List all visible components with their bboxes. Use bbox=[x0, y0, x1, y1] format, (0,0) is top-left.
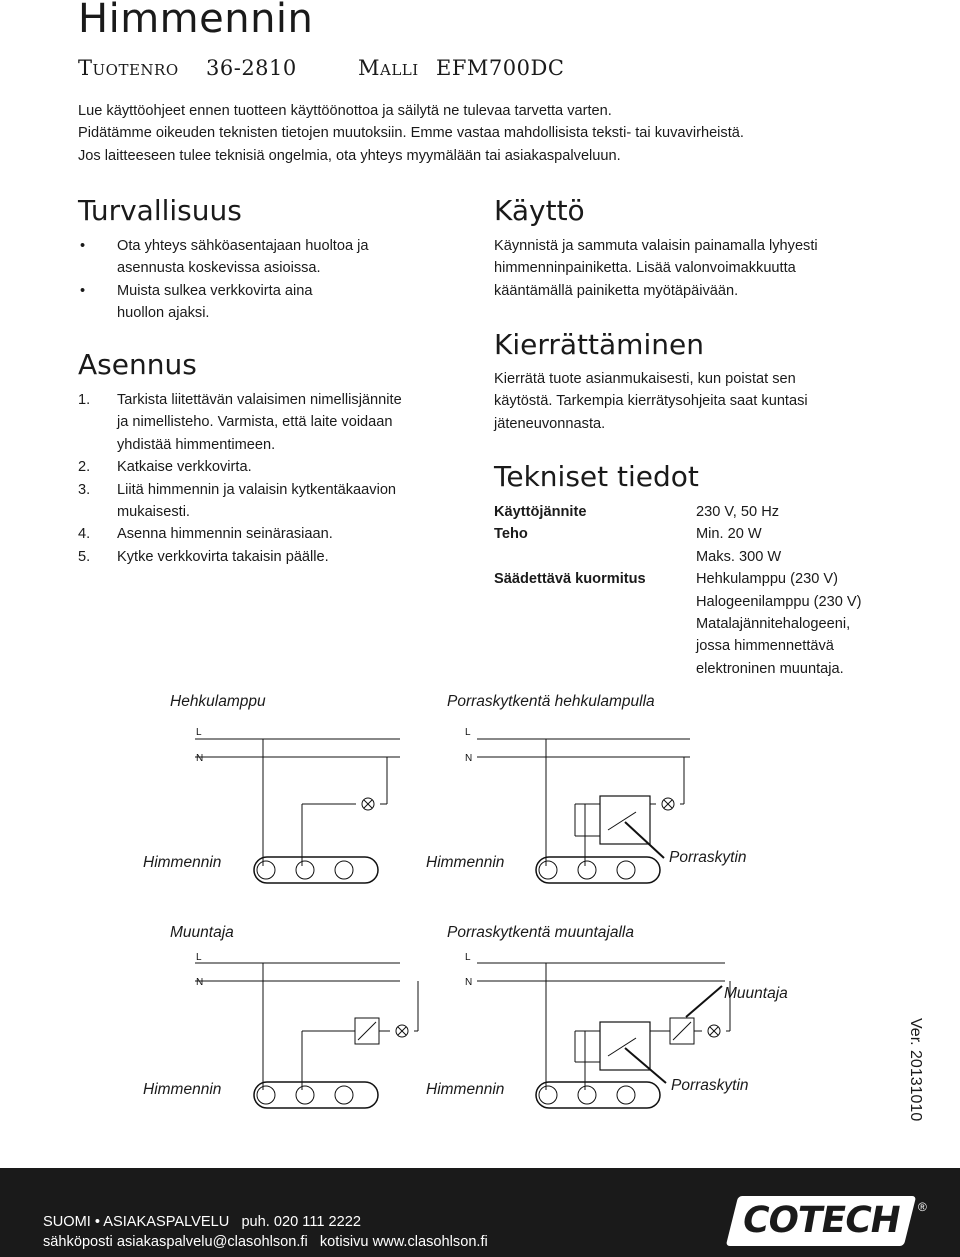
intro-line: Pidätämme oikeuden teknisten tietojen muutoksiin. Emme vastaa mahdollisista teksti- tai kuvavirheistä. bbox=[78, 125, 744, 142]
recycling-text: Kierrätä tuote asianmukaisesti, kun poistat sen käytöstä. Tarkempia kierrätysohjeita saat kuntasi jäteneuvonnasta. bbox=[494, 371, 808, 432]
dimmer-terminal-block bbox=[254, 1082, 378, 1108]
list-item: 2. Katkaise verkkovirta. bbox=[78, 459, 252, 476]
model-label: Malli bbox=[358, 56, 419, 80]
list-item: 3. Liitä himmennin ja valaisin kytkentäkaavion mukaisesti. bbox=[78, 481, 397, 521]
wiring-diagram-stair-incandescent bbox=[477, 739, 690, 883]
email-link[interactable]: asiakaspalvelu@clasohlson.fi bbox=[116, 1234, 308, 1250]
brand-logo: COTECH bbox=[726, 1196, 916, 1246]
line-label: L bbox=[196, 952, 202, 963]
usage-heading: Käyttö bbox=[494, 194, 585, 227]
lamp-icon bbox=[708, 1025, 720, 1037]
dimmer-terminal-block bbox=[536, 1082, 660, 1108]
neutral-label: N bbox=[465, 753, 473, 764]
dimmer-label: Himmennin bbox=[426, 854, 505, 871]
dimmer-label: Himmennin bbox=[143, 1081, 222, 1098]
wiring-diagram-stair-transformer bbox=[477, 963, 730, 1108]
stair-switch-label: Porraskytin bbox=[671, 1077, 749, 1094]
safety-heading: Turvallisuus bbox=[78, 194, 242, 227]
stair-switch-label: Porraskytin bbox=[669, 849, 747, 866]
usage-text: Käynnistä ja sammuta valaisin painamalla lyhyesti himmenninpainiketta. Lisää valonvoimakkuutta kääntämällä painiketta myötäpäivään. bbox=[494, 238, 818, 299]
dimmer-terminal-block bbox=[536, 857, 660, 883]
neutral-label: N bbox=[465, 977, 473, 988]
product-number-label: Tuotenro bbox=[78, 56, 179, 80]
footer bbox=[0, 1168, 960, 1257]
list-item: • Muista sulkea verkkovirta aina huollon ajaksi. bbox=[78, 280, 468, 325]
specs-heading: Tekniset tiedot bbox=[494, 460, 699, 493]
neutral-label: N bbox=[196, 753, 204, 764]
page-title: Himmennin bbox=[78, 0, 314, 42]
dimmer-label: Himmennin bbox=[426, 1081, 505, 1098]
registered-mark: ® bbox=[918, 1200, 927, 1214]
spec-row: Teho Min. 20 W Maks. 300 W bbox=[494, 526, 782, 565]
list-item: 4. Asenna himmennin seinärasiaan. bbox=[78, 526, 333, 543]
diagram-title-stair-transformer: Porraskytkentä muuntajalla bbox=[447, 924, 634, 941]
lamp-icon bbox=[396, 1025, 408, 1037]
intro-line: Lue käyttöohjeet ennen tuotteen käyttöönottoa ja säilytä ne tulevaa tarvetta varten. bbox=[78, 103, 612, 119]
diagram-title-stair-incandescent: Porraskytkentä hehkulampulla bbox=[447, 693, 655, 710]
diagram-title-transformer: Muuntaja bbox=[170, 924, 234, 941]
dimmer-terminal-block bbox=[254, 857, 378, 883]
lamp-icon bbox=[662, 798, 674, 810]
model-number: EFM700DC bbox=[436, 56, 565, 80]
footer-web-line: sähköposti asiakaspalvelu@clasohlson.fi kotisivu www.clasohlson.fi bbox=[43, 1234, 488, 1250]
diagram-title-incandescent: Hehkulamppu bbox=[170, 693, 266, 710]
wiring-diagram-transformer bbox=[195, 963, 418, 1108]
footer-contact-line: SUOMI • ASIAKASPALVELU puh. 020 111 2222 bbox=[43, 1214, 362, 1230]
list-item: 5. Kytke verkkovirta takaisin päälle. bbox=[78, 548, 329, 565]
list-item: 1. Tarkista liitettävän valaisimen nimellisjännite ja nimellisteho. Varmista, että laite voidaan yhdistää himmentimeen. bbox=[78, 392, 402, 453]
recycling-heading: Kierrättäminen bbox=[494, 328, 704, 361]
version-label: Ver. 20131010 bbox=[907, 1018, 924, 1122]
lamp-icon bbox=[362, 798, 374, 810]
line-label: L bbox=[196, 727, 202, 738]
spec-row: Käyttöjännite 230 V, 50 Hz bbox=[494, 504, 780, 520]
dimmer-label: Himmennin bbox=[143, 854, 222, 871]
wiring-diagram-incandescent bbox=[195, 739, 400, 883]
line-label: L bbox=[465, 727, 471, 738]
install-heading: Asennus bbox=[78, 348, 197, 381]
transformer-label: Muuntaja bbox=[724, 985, 788, 1002]
web-link[interactable]: www.clasohlson.fi bbox=[372, 1234, 488, 1250]
neutral-label: N bbox=[196, 977, 204, 988]
spec-row: Säädettävä kuormitus Hehkulamppu (230 V) Halogeenilamppu (230 V) Matalajännitehalogeeni, jossa himmennettävä elektroninen muuntaja. bbox=[494, 571, 862, 677]
intro-line: Jos laitteeseen tulee teknisiä ongelmia, ota yhteys myymälään tai asiakaspalveluun. bbox=[78, 147, 621, 164]
product-number: 36-2810 bbox=[206, 56, 297, 80]
line-label: L bbox=[465, 952, 471, 963]
list-item: • Ota yhteys sähköasentajaan huoltoa ja asennusta koskevissa asioissa. bbox=[78, 235, 468, 280]
